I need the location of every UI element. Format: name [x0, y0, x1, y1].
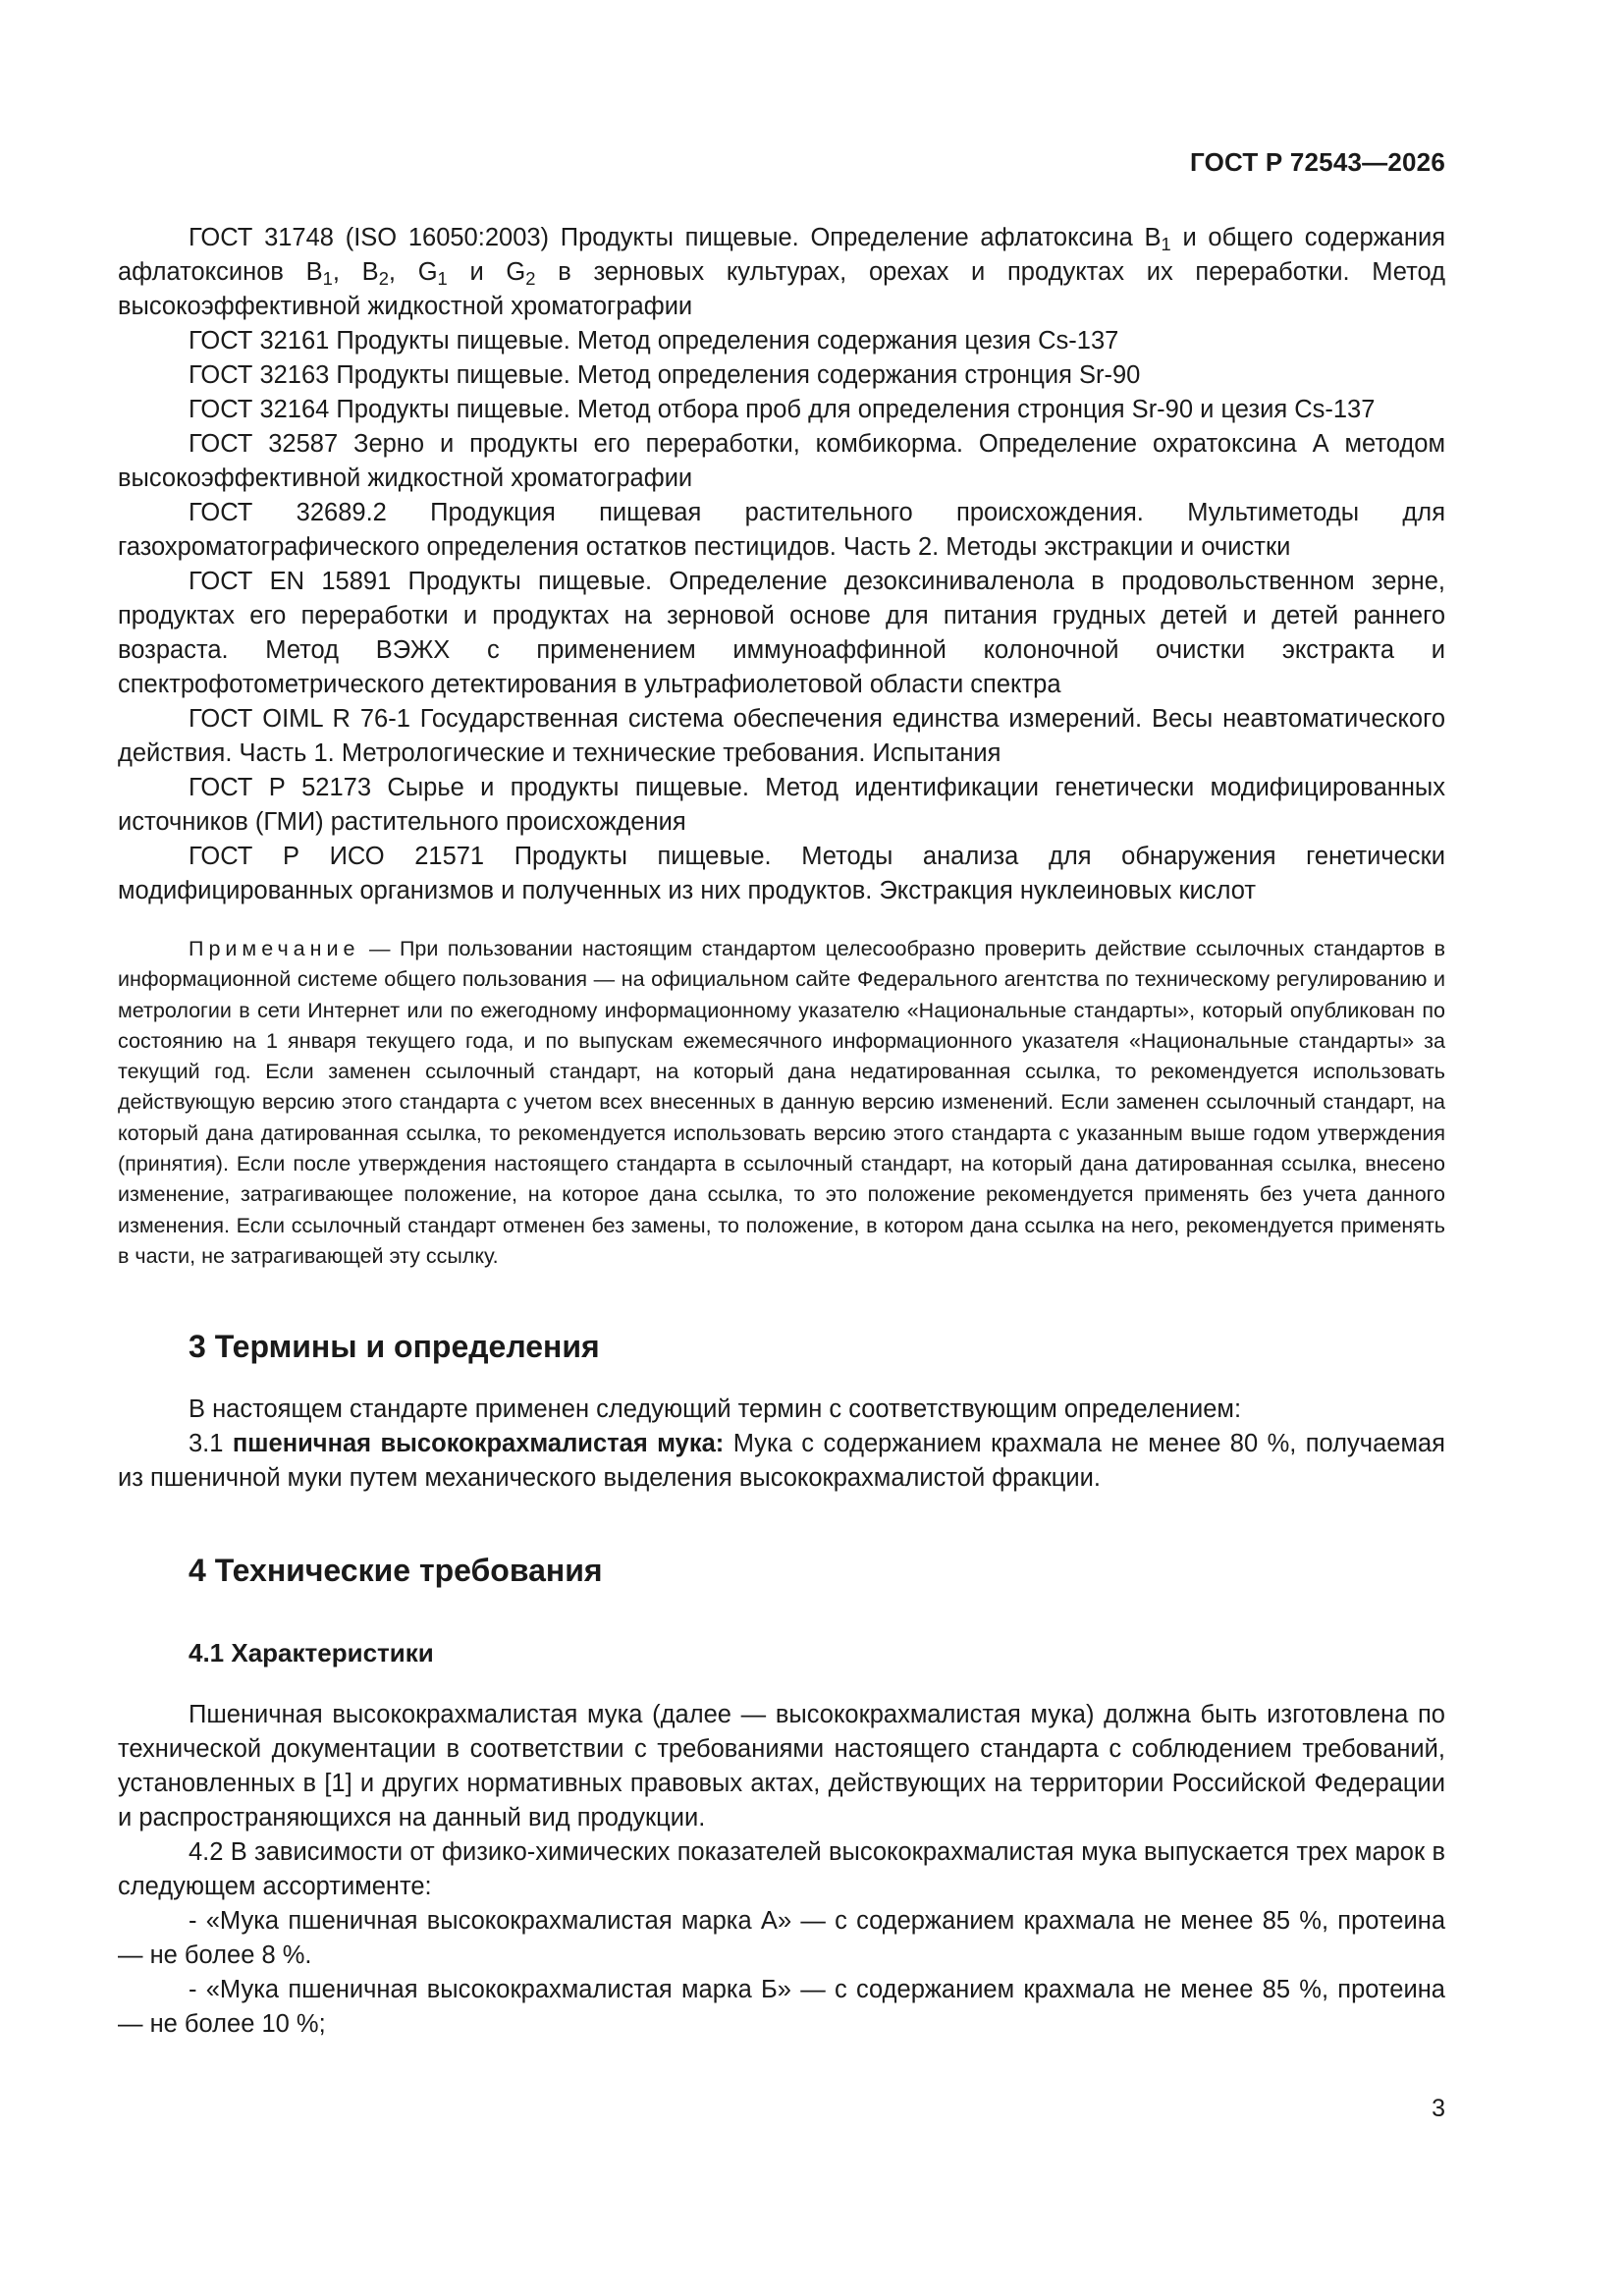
page-body	[118, 221, 1445, 2042]
reference-text: , B	[332, 258, 379, 286]
reference-item	[118, 324, 1445, 358]
note-paragraph	[118, 934, 1445, 1272]
reference-text: ГОСТ Р 52173 Сырье и продукты пищевые. Метод идентификации генетически модифицированных источников (ГМИ) растительного происхождения	[118, 774, 1445, 836]
reference-text: ГОСТ 32689.2 Продукция пищевая растительного происхождения. Мультиметоды для газохроматографического определения остатков пестицидов. Часть 2. Методы экстракции и очистки	[118, 499, 1445, 561]
reference-text: ГОСТ Р ИСО 21571 Продукты пищевые. Методы анализа для обнаружения генетически модифицированных организмов и полученных из них продуктов. Экстракция нуклеиновых кислот	[118, 843, 1445, 904]
subscript: 1	[437, 268, 448, 290]
section-4-paragraph: - «Мука пшеничная высококрахмалистая марка А» — с содержанием крахмала не менее 85 %, протеина — не более 8 %.	[118, 1907, 1445, 1970]
normative-references-list	[118, 221, 1445, 908]
reference-item	[118, 427, 1445, 496]
reference-text: , G	[388, 258, 438, 286]
reference-item	[118, 393, 1445, 427]
document-header: ГОСТ Р 72543—2026	[1190, 147, 1445, 177]
reference-text: в зерновых культурах, орехах и продуктах их переработки. Метод высокоэффективной жидкостной хроматографии	[118, 258, 1445, 320]
section-3-intro: В настоящем стандарте применен следующий термин с соответствующим определением:	[189, 1395, 1242, 1424]
reference-item	[118, 358, 1445, 393]
reference-item	[118, 565, 1445, 702]
reference-text: ГОСТ OIML R 76-1 Государственная система обеспечения единства измерений. Весы неавтоматического действия. Часть 1. Метрологические и технические требования. Испытания	[118, 705, 1445, 767]
reference-item	[118, 221, 1445, 324]
reference-item	[118, 771, 1445, 840]
subscript: 1	[1161, 234, 1171, 255]
subscript: 1	[322, 268, 333, 290]
term-number: 3.1	[189, 1430, 233, 1458]
term-3-1	[118, 1427, 1445, 1496]
subscript: 2	[525, 268, 536, 290]
reference-item	[118, 840, 1445, 908]
reference-text: и общего содержания афлатоксинов B	[118, 224, 1446, 286]
note-lead: Примечание	[189, 937, 360, 960]
section-3-title: 3 Термины и определения	[189, 1329, 600, 1365]
subsection-4-1-title: 4.1 Характеристики	[189, 1638, 434, 1668]
reference-item	[118, 702, 1445, 771]
section-4-title: 4 Технические требования	[189, 1553, 603, 1589]
reference-item	[118, 496, 1445, 565]
reference-text: ГОСТ EN 15891 Продукты пищевые. Определение дезоксиниваленола в продовольственном зерне, продуктах его переработки и продуктах на зерновой основе для питания грудных детей и детей раннего возраста. Метод ВЭЖХ с применением иммуноаффинной колоночной очистки экстракта и спектрофотометрического детектирования в ультрафиолетовой области спектра	[118, 568, 1445, 698]
section-4-paragraph: - «Мука пшеничная высококрахмалистая марка Б» — с содержанием крахмала не менее 85 %, протеина — не более 10 %;	[118, 1976, 1445, 2039]
reference-text: и G	[447, 258, 526, 286]
reference-text: ГОСТ 32161 Продукты пищевые. Метод определения содержания цезия Cs-137	[189, 327, 1119, 355]
page-number: 3	[1432, 2095, 1445, 2122]
reference-text: ГОСТ 32163 Продукты пищевые. Метод определения содержания стронция Sr-90	[189, 361, 1141, 389]
section-4-paragraph: Пшеничная высококрахмалистая мука (далее — высококрахмалистая мука) должна быть изготовлена по технической документации в соответствии с требованиями настоящего стандарта с соблюдением требований, установленных в [1] и других нормативных правовых актах, действующих на территории Российской Федерации и распространяющихся на данный вид продукции.	[118, 1701, 1445, 1832]
term-name: пшеничная высококрахмалистая мука:	[232, 1430, 725, 1458]
reference-text: ГОСТ 32587 Зерно и продукты его переработки, комбикорма. Определение охратоксина А методом высокоэффективной жидкостной хроматографии	[118, 430, 1445, 492]
note-text: — При пользовании настоящим стандартом целесообразно проверить действие ссылочных стандартов в информационной системе общего пользования — на официальном сайте Федерального агентства по техническому регулированию и метрологии в сети Интернет или по ежегодному информационному указателю «Национальные стандарты», который опубликован по состоянию на 1 января текущего года, и по выпускам ежемесячного информационного указателя «Национальные стандарты» за текущий год. Если заменен ссылочный стандарт, на который дана недатированная ссылка, то рекомендуется использовать действующую версию этого стандарта с учетом всех внесенных в данную версию изменений. Если заменен ссылочный стандарт, на который дана датированная ссылка, то рекомендуется использовать версию этого стандарта с указанным выше годом утверждения (принятия). Если после утверждения настоящего стандарта в ссылочный стандарт, на который дана датированная ссылка, внесено изменение, затрагивающее положение, на которое дана ссылка, то это положение рекомендуется применять без учета данного изменения. Если ссылочный стандарт отменен без замены, то положение, в котором дана ссылка на него, рекомендуется применять в части, не затрагивающей эту ссылку.	[118, 937, 1445, 1268]
reference-text: ГОСТ 32164 Продукты пищевые. Метод отбора проб для определения стронция Sr-90 и цезия Cs-137	[189, 396, 1376, 423]
reference-text: ГОСТ 31748 (ISO 16050:2003) Продукты пищевые. Определение афлатоксина B	[189, 224, 1162, 251]
section-4-paragraph: 4.2 В зависимости от физико-химических показателей высококрахмалистая мука выпускается трех марок в следующем ассортименте:	[118, 1838, 1445, 1901]
subscript: 2	[378, 268, 389, 290]
term-definition: Мука с содержанием крахмала не менее 80 %, получаемая из пшеничной муки путем механического выделения высококрахмалистой фракции.	[118, 1430, 1445, 1493]
